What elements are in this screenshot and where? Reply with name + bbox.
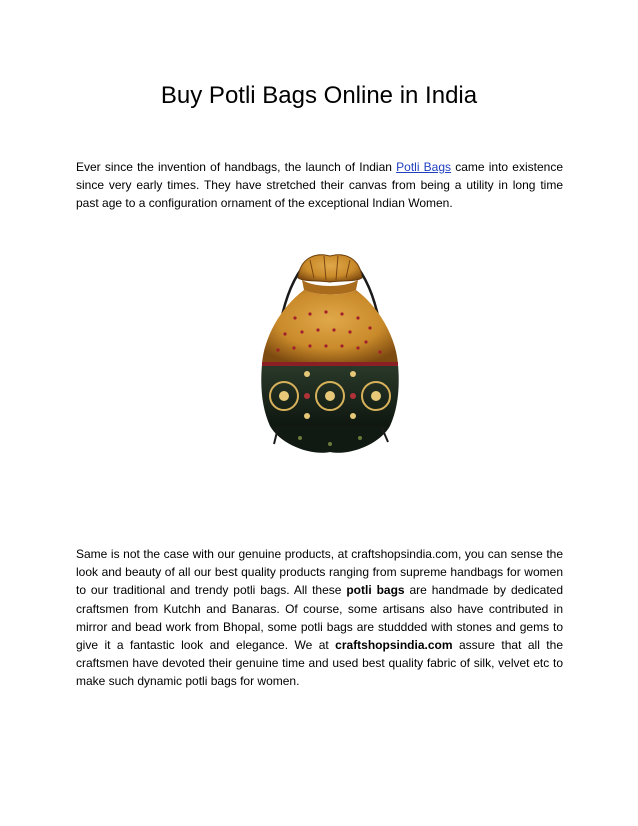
bold-potli-bags: potli bags <box>346 583 405 598</box>
details-text-2: are handmade by dedicated craftsmen from Kutchh and Banaras. Of course, some artisans also have contributed in mirror and bead work from Bhopal, some potli bags are studdded with stones and gems to give it a fantastic look and elegance. We at <box>76 583 564 653</box>
details-text-1: Same is not the case with our genuine products, at craftshopsindia.com, you can sense the look and beauty of all our best quality products ranging from supreme handbags for women to our traditional and trendy potli bags. All these <box>76 547 563 598</box>
details-paragraph <box>76 545 563 691</box>
details-text-3: assure that all the craftsmen have devoted their genuine time and used best quality fabric of silk, velvet etc to make such dynamic potli bags for women. <box>76 638 563 689</box>
potli-bag-photo <box>240 238 420 476</box>
potli-bag-image <box>240 238 420 476</box>
intro-paragraph <box>76 158 563 213</box>
intro-text-before-link: Ever since the invention of handbags, the launch of Indian <box>76 160 397 174</box>
potli-bags-link[interactable]: Potli Bags <box>396 160 452 174</box>
bold-site-name: craftshopsindia.com <box>335 638 453 653</box>
document-title: Buy Potli Bags Online in India <box>160 82 478 109</box>
intro-text-after-link: came into existence since very early times. They have stretched their canvas from being a utility in long time past age to a configuration ornament of the exceptional Indian Women. <box>76 160 563 211</box>
